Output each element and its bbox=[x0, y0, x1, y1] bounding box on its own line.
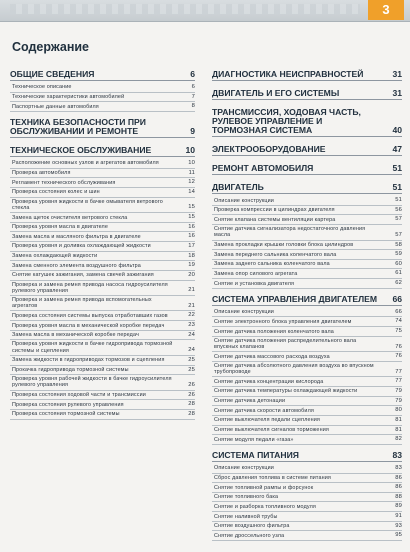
toc-item[interactable] bbox=[212, 522, 402, 532]
toc-section[interactable] bbox=[212, 451, 402, 460]
toc-section[interactable] bbox=[10, 146, 195, 155]
toc-item[interactable] bbox=[10, 400, 195, 410]
toc-title: Замена заднего сальника коленчатого вала bbox=[214, 261, 330, 268]
toc-title: Проверка уровня масла в механической коробке передач bbox=[12, 322, 165, 329]
section-rule bbox=[212, 99, 402, 100]
toc-page-number: 47 bbox=[392, 144, 402, 155]
toc-page-number: 25 bbox=[188, 366, 195, 373]
toc-page-number: 28 bbox=[188, 410, 195, 417]
section-rule bbox=[10, 137, 195, 138]
toc-page-number: 62 bbox=[395, 280, 402, 287]
toc-right-column bbox=[212, 70, 402, 541]
header-band bbox=[0, 0, 410, 22]
contents-title: Содержание bbox=[12, 40, 90, 54]
toc-item[interactable] bbox=[212, 435, 402, 445]
toc-page-number: 9 bbox=[190, 126, 195, 136]
toc-title: Сброс давления топлива в системе питания bbox=[214, 474, 331, 481]
section-rule bbox=[10, 156, 195, 157]
toc-item[interactable] bbox=[10, 271, 195, 281]
toc-page-number: 15 bbox=[188, 204, 195, 211]
toc-item[interactable] bbox=[10, 311, 195, 321]
toc-title: ДВИГАТЕЛЬ И ЕГО СИСТЕМЫ bbox=[212, 88, 340, 99]
toc-page-number: 14 bbox=[188, 189, 195, 195]
toc-title: Замена масла и масляного фильтра в двигателе bbox=[12, 233, 141, 240]
toc-item[interactable] bbox=[212, 206, 402, 216]
toc-title: Снятие клапана системы вентиляции картера bbox=[214, 216, 336, 223]
toc-page-number: 20 bbox=[188, 272, 195, 278]
toc-title: Проверка состояния ходовой части и трансмиссии bbox=[12, 392, 146, 399]
toc-title: Регламент технического обслуживания bbox=[12, 179, 116, 186]
toc-title: ЭЛЕКТРООБОРУДОВАНИЕ bbox=[212, 144, 326, 155]
toc-title: Проверка состояния системы выпуска отработавших газов bbox=[12, 312, 168, 319]
toc-item[interactable] bbox=[10, 232, 195, 242]
toc-item[interactable] bbox=[212, 483, 402, 493]
toc-page-number: 7 bbox=[191, 93, 195, 100]
toc-page-number: 95 bbox=[395, 532, 402, 539]
toc-item[interactable] bbox=[10, 340, 195, 355]
toc-page-number: 77 bbox=[395, 368, 402, 375]
toc-title: ТЕХНИКА БЕЗОПАСНОСТИ ПРИ ОБСЛУЖИВАНИИ И РЕМОНТЕ bbox=[10, 116, 146, 136]
toc-page-number: 74 bbox=[395, 318, 402, 325]
toc-page-number: 21 bbox=[188, 302, 195, 309]
section-rule bbox=[212, 193, 402, 194]
toc-page-number: 31 bbox=[392, 88, 402, 99]
toc-page-number: 51 bbox=[395, 197, 402, 204]
toc-title: Проверка состояния рулевого управления bbox=[12, 401, 124, 408]
toc-item[interactable] bbox=[212, 327, 402, 337]
toc-item[interactable] bbox=[212, 531, 402, 541]
toc-page-number: 23 bbox=[188, 322, 195, 329]
toc-title: ДИАГНОСТИКА НЕИСПРАВНОСТЕЙ bbox=[212, 69, 364, 79]
toc-title: Снятие датчика концентрации кислорода bbox=[214, 378, 324, 385]
toc-item[interactable] bbox=[10, 198, 195, 213]
toc-item[interactable] bbox=[212, 493, 402, 503]
section-rule bbox=[212, 461, 402, 462]
toc-item[interactable] bbox=[10, 223, 195, 233]
toc-item[interactable] bbox=[10, 188, 195, 198]
toc-title: Снятие топливного бака bbox=[214, 494, 279, 501]
toc-title: Снятие топливной рампы и форсунок bbox=[214, 484, 314, 491]
toc-page-number: 10 bbox=[188, 160, 195, 167]
toc-item[interactable] bbox=[212, 308, 402, 318]
toc-item[interactable] bbox=[212, 250, 402, 260]
toc-item[interactable] bbox=[10, 169, 195, 179]
toc-page-number: 91 bbox=[395, 513, 402, 520]
toc-page-number: 11 bbox=[188, 169, 195, 176]
toc-title: Снятие дроссельного узла bbox=[214, 532, 285, 539]
toc-item[interactable] bbox=[212, 474, 402, 484]
toc-title: Снятие датчика скорости автомобиля bbox=[214, 407, 314, 414]
toc-page-number: 58 bbox=[395, 241, 402, 248]
toc-title: РЕМОНТ АВТОМОБИЛЯ bbox=[212, 163, 314, 174]
toc-title: Проверка компрессии в цилиндрах двигателя bbox=[214, 207, 335, 214]
toc-page-number: 86 bbox=[395, 484, 402, 491]
section-rule bbox=[10, 80, 195, 81]
toc-item[interactable] bbox=[212, 215, 402, 225]
toc-item[interactable] bbox=[212, 196, 402, 206]
toc-page-number: 25 bbox=[188, 356, 195, 363]
toc-title: Замена опор силового агрегата bbox=[214, 270, 298, 277]
toc-page-number: 89 bbox=[395, 503, 402, 510]
toc-item[interactable] bbox=[212, 279, 402, 289]
toc-page-number: 83 bbox=[395, 464, 402, 471]
toc-page-number: 59 bbox=[395, 251, 402, 258]
toc-title: Снятие выключателя педали сцепления bbox=[214, 417, 321, 424]
toc-item[interactable] bbox=[212, 225, 402, 240]
toc-title: Замена жидкости в гидроприводах тормозов и сцепления bbox=[12, 357, 165, 364]
toc-page-number: 26 bbox=[188, 391, 195, 398]
toc-title: СИСТЕМА УПРАВЛЕНИЯ ДВИГАТЕЛЕМ bbox=[212, 293, 378, 304]
toc-item[interactable] bbox=[10, 83, 195, 93]
toc-item[interactable] bbox=[10, 366, 195, 376]
header-pattern bbox=[10, 4, 360, 14]
toc-page-number: 57 bbox=[395, 231, 402, 238]
toc-item[interactable] bbox=[10, 321, 195, 331]
toc-page-number: 75 bbox=[395, 328, 402, 335]
toc-item[interactable] bbox=[212, 269, 402, 279]
toc-page-number: 31 bbox=[392, 69, 402, 79]
toc-title: Снятие и установка двигателя bbox=[214, 280, 295, 287]
toc-item[interactable] bbox=[10, 410, 195, 420]
toc-page-number: 10 bbox=[185, 145, 195, 156]
toc-page-number: 26 bbox=[188, 381, 195, 388]
toc-page-number: 19 bbox=[188, 262, 195, 269]
toc-title: Технические характеристики автомобилей bbox=[12, 94, 125, 101]
toc-title: Прокачка гидропривода тормозной системы bbox=[12, 366, 129, 373]
section-rule bbox=[212, 155, 402, 156]
toc-item[interactable] bbox=[212, 352, 402, 362]
toc-item[interactable] bbox=[212, 362, 402, 377]
toc-page-number: 56 bbox=[395, 206, 402, 213]
toc-page-number: 8 bbox=[191, 103, 195, 110]
toc-title: Снятие катушек зажигания, замена свечей зажигания bbox=[12, 272, 154, 279]
toc-page-number: 82 bbox=[395, 436, 402, 443]
toc-page-number: 21 bbox=[188, 287, 195, 294]
toc-page-number: 6 bbox=[191, 84, 195, 91]
toc-page-number: 66 bbox=[395, 308, 402, 315]
toc-item[interactable] bbox=[212, 426, 402, 436]
toc-page-number: 17 bbox=[188, 243, 195, 250]
toc-section[interactable] bbox=[212, 145, 402, 154]
toc-page-number: 86 bbox=[395, 474, 402, 481]
toc-item[interactable] bbox=[212, 464, 402, 474]
toc-title: Паспортные данные автомобиля bbox=[12, 103, 99, 110]
toc-page-number: 22 bbox=[188, 312, 195, 319]
toc-title: Проверка уровня жидкости в бачке омывателя ветрового стекла bbox=[12, 198, 163, 211]
toc-left-column bbox=[10, 70, 195, 420]
toc-page-number: 16 bbox=[188, 223, 195, 230]
toc-page-number: 40 bbox=[392, 125, 402, 136]
toc-title: Снятие выключателя сигналов торможения bbox=[214, 426, 329, 433]
toc-title: Проверка и замена ремня привода вспомогательных агрегатов bbox=[12, 297, 152, 310]
toc-title: Описание конструкции bbox=[214, 197, 274, 204]
toc-title: Проверка уровня масла в двигателе bbox=[12, 224, 109, 231]
toc-page-number: 15 bbox=[188, 214, 195, 221]
toc-title: ОБЩИЕ СВЕДЕНИЯ bbox=[10, 69, 95, 79]
toc-title: Снятие датчика абсолютного давления воздуха во впускном трубопроводе bbox=[214, 362, 374, 376]
toc-title: ДВИГАТЕЛЬ bbox=[212, 182, 264, 193]
toc-page-number: 76 bbox=[395, 353, 402, 360]
toc-page-number: 77 bbox=[395, 378, 402, 385]
toc-title: Замена прокладки крышки головки блока цилиндров bbox=[214, 241, 354, 248]
toc-title: Проверка и замена ремня привода насоса гидроусилителя рулевого управления bbox=[12, 281, 168, 294]
toc-item[interactable] bbox=[10, 159, 195, 169]
toc-title: Снятие воздушного фильтра bbox=[214, 523, 290, 530]
toc-section[interactable] bbox=[10, 118, 195, 136]
toc-item[interactable] bbox=[10, 281, 195, 296]
toc-title: Снятие датчика температуры охлаждающей жидкости bbox=[214, 388, 358, 395]
section-rule bbox=[212, 305, 402, 306]
page-number: 3 bbox=[368, 0, 404, 20]
toc-title: Замена щеток очистителя ветрового стекла bbox=[12, 214, 128, 221]
toc-title: Расположение основных узлов и агрегатов автомобиля bbox=[12, 160, 159, 167]
toc-title: Проверка уровня рабочей жидкости в бачке гидроусилителя рулевого управления bbox=[12, 376, 172, 389]
toc-item[interactable] bbox=[10, 178, 195, 188]
toc-item[interactable] bbox=[212, 337, 402, 352]
toc-section[interactable] bbox=[212, 183, 402, 192]
toc-page-number: 93 bbox=[395, 522, 402, 529]
toc-item[interactable] bbox=[212, 387, 402, 397]
toc-section[interactable] bbox=[212, 108, 402, 135]
toc-page-number: 81 bbox=[395, 426, 402, 433]
section-rule bbox=[212, 174, 402, 175]
toc-page-number: 81 bbox=[395, 416, 402, 423]
toc-item[interactable] bbox=[212, 377, 402, 387]
toc-page-number: 16 bbox=[188, 233, 195, 240]
toc-title: Замена сменного элемента воздушного фильтра bbox=[12, 262, 141, 269]
toc-item[interactable] bbox=[212, 241, 402, 251]
toc-item[interactable] bbox=[212, 502, 402, 512]
toc-title: Описание конструкции bbox=[214, 309, 274, 316]
toc-item[interactable] bbox=[10, 375, 195, 390]
toc-item[interactable] bbox=[212, 416, 402, 426]
toc-title: Снятие датчика сигнализатора недостаточного давления масла bbox=[214, 226, 366, 239]
toc-page-number: 51 bbox=[392, 182, 402, 193]
toc-title: Снятие датчика детонации bbox=[214, 398, 286, 404]
toc-title: Снятие модуля педали «газа» bbox=[214, 436, 294, 443]
toc-item[interactable] bbox=[212, 317, 402, 327]
toc-section[interactable] bbox=[10, 70, 195, 79]
toc-title: Замена переднего сальника коленчатого вала bbox=[214, 251, 337, 258]
toc-item[interactable] bbox=[10, 391, 195, 401]
toc-title: Техническое описание bbox=[12, 84, 72, 91]
toc-page-number: 66 bbox=[392, 293, 402, 304]
toc-item[interactable] bbox=[10, 213, 195, 223]
toc-section[interactable] bbox=[212, 295, 402, 304]
toc-title: Проверка состояния тормозной системы bbox=[12, 411, 120, 418]
toc-page-number: 24 bbox=[188, 331, 195, 338]
toc-page-number: 83 bbox=[392, 449, 402, 460]
toc-page-number: 88 bbox=[395, 493, 402, 500]
toc-item[interactable] bbox=[10, 331, 195, 341]
toc-title: Снятие датчика положения распределительного вала впускных клапанов bbox=[214, 337, 357, 350]
toc-title: Описание конструкции bbox=[214, 465, 274, 472]
toc-title: ТЕХНИЧЕСКОЕ ОБСЛУЖИВАНИЕ bbox=[10, 145, 152, 156]
toc-page-number: 79 bbox=[395, 387, 402, 394]
toc-item[interactable] bbox=[10, 296, 195, 311]
toc-page-number: 51 bbox=[392, 163, 402, 174]
toc-item[interactable] bbox=[212, 260, 402, 270]
toc-section[interactable] bbox=[212, 70, 402, 79]
toc-title: ТРАНСМИССИЯ, ХОДОВАЯ ЧАСТЬ, РУЛЕВОЕ УПРАВЛЕНИЕ И ТОРМОЗНАЯ СИСТЕМА bbox=[212, 107, 361, 136]
toc-title: Проверка состояния колес и шин bbox=[12, 189, 100, 196]
toc-item[interactable] bbox=[10, 242, 195, 252]
toc-section[interactable] bbox=[212, 164, 402, 173]
toc-item[interactable] bbox=[10, 356, 195, 366]
toc-page-number: 6 bbox=[190, 69, 195, 79]
toc-page-number: 76 bbox=[395, 343, 402, 350]
toc-item[interactable] bbox=[10, 93, 195, 103]
toc-title: Замена масла в механической коробке передач bbox=[12, 332, 139, 339]
toc-title: Проверка уровня и доливка охлаждающей жидкости bbox=[12, 243, 151, 250]
toc-title: СИСТЕМА ПИТАНИЯ bbox=[212, 449, 299, 460]
toc-title: Снятие датчика положения коленчатого вала bbox=[214, 328, 334, 335]
toc-item[interactable] bbox=[10, 102, 195, 112]
toc-page-number: 28 bbox=[188, 401, 195, 408]
toc-page-number: 57 bbox=[395, 216, 402, 223]
section-rule bbox=[212, 136, 402, 137]
toc-item[interactable] bbox=[212, 512, 402, 522]
toc-item[interactable] bbox=[10, 252, 195, 262]
toc-item[interactable] bbox=[212, 406, 402, 416]
toc-item[interactable] bbox=[212, 397, 402, 407]
toc-page-number: 18 bbox=[188, 252, 195, 259]
section-rule bbox=[212, 80, 402, 81]
toc-title: Замена охлаждающей жидкости bbox=[12, 253, 98, 260]
toc-title: Проверка автомобиля bbox=[12, 170, 71, 177]
toc-page-number: 60 bbox=[395, 260, 402, 267]
toc-page-number: 24 bbox=[188, 347, 195, 354]
toc-page-number: 79 bbox=[395, 397, 402, 404]
toc-title: Снятие наливной трубы bbox=[214, 513, 278, 520]
toc-title: Снятие электронного блока управления двигателем bbox=[214, 318, 352, 325]
toc-section[interactable] bbox=[212, 89, 402, 98]
toc-item[interactable] bbox=[10, 261, 195, 271]
toc-page-number: 61 bbox=[395, 270, 402, 277]
toc-title: Проверка уровня жидкости в бачке гидропривода тормозной системы и сцепления bbox=[12, 341, 173, 354]
toc-title: Снятие и разборка топливного модуля bbox=[214, 503, 316, 510]
toc-page-number: 12 bbox=[188, 179, 195, 186]
toc-page-number: 80 bbox=[395, 407, 402, 414]
toc-title: Снятие датчика массового расхода воздуха bbox=[214, 353, 330, 360]
